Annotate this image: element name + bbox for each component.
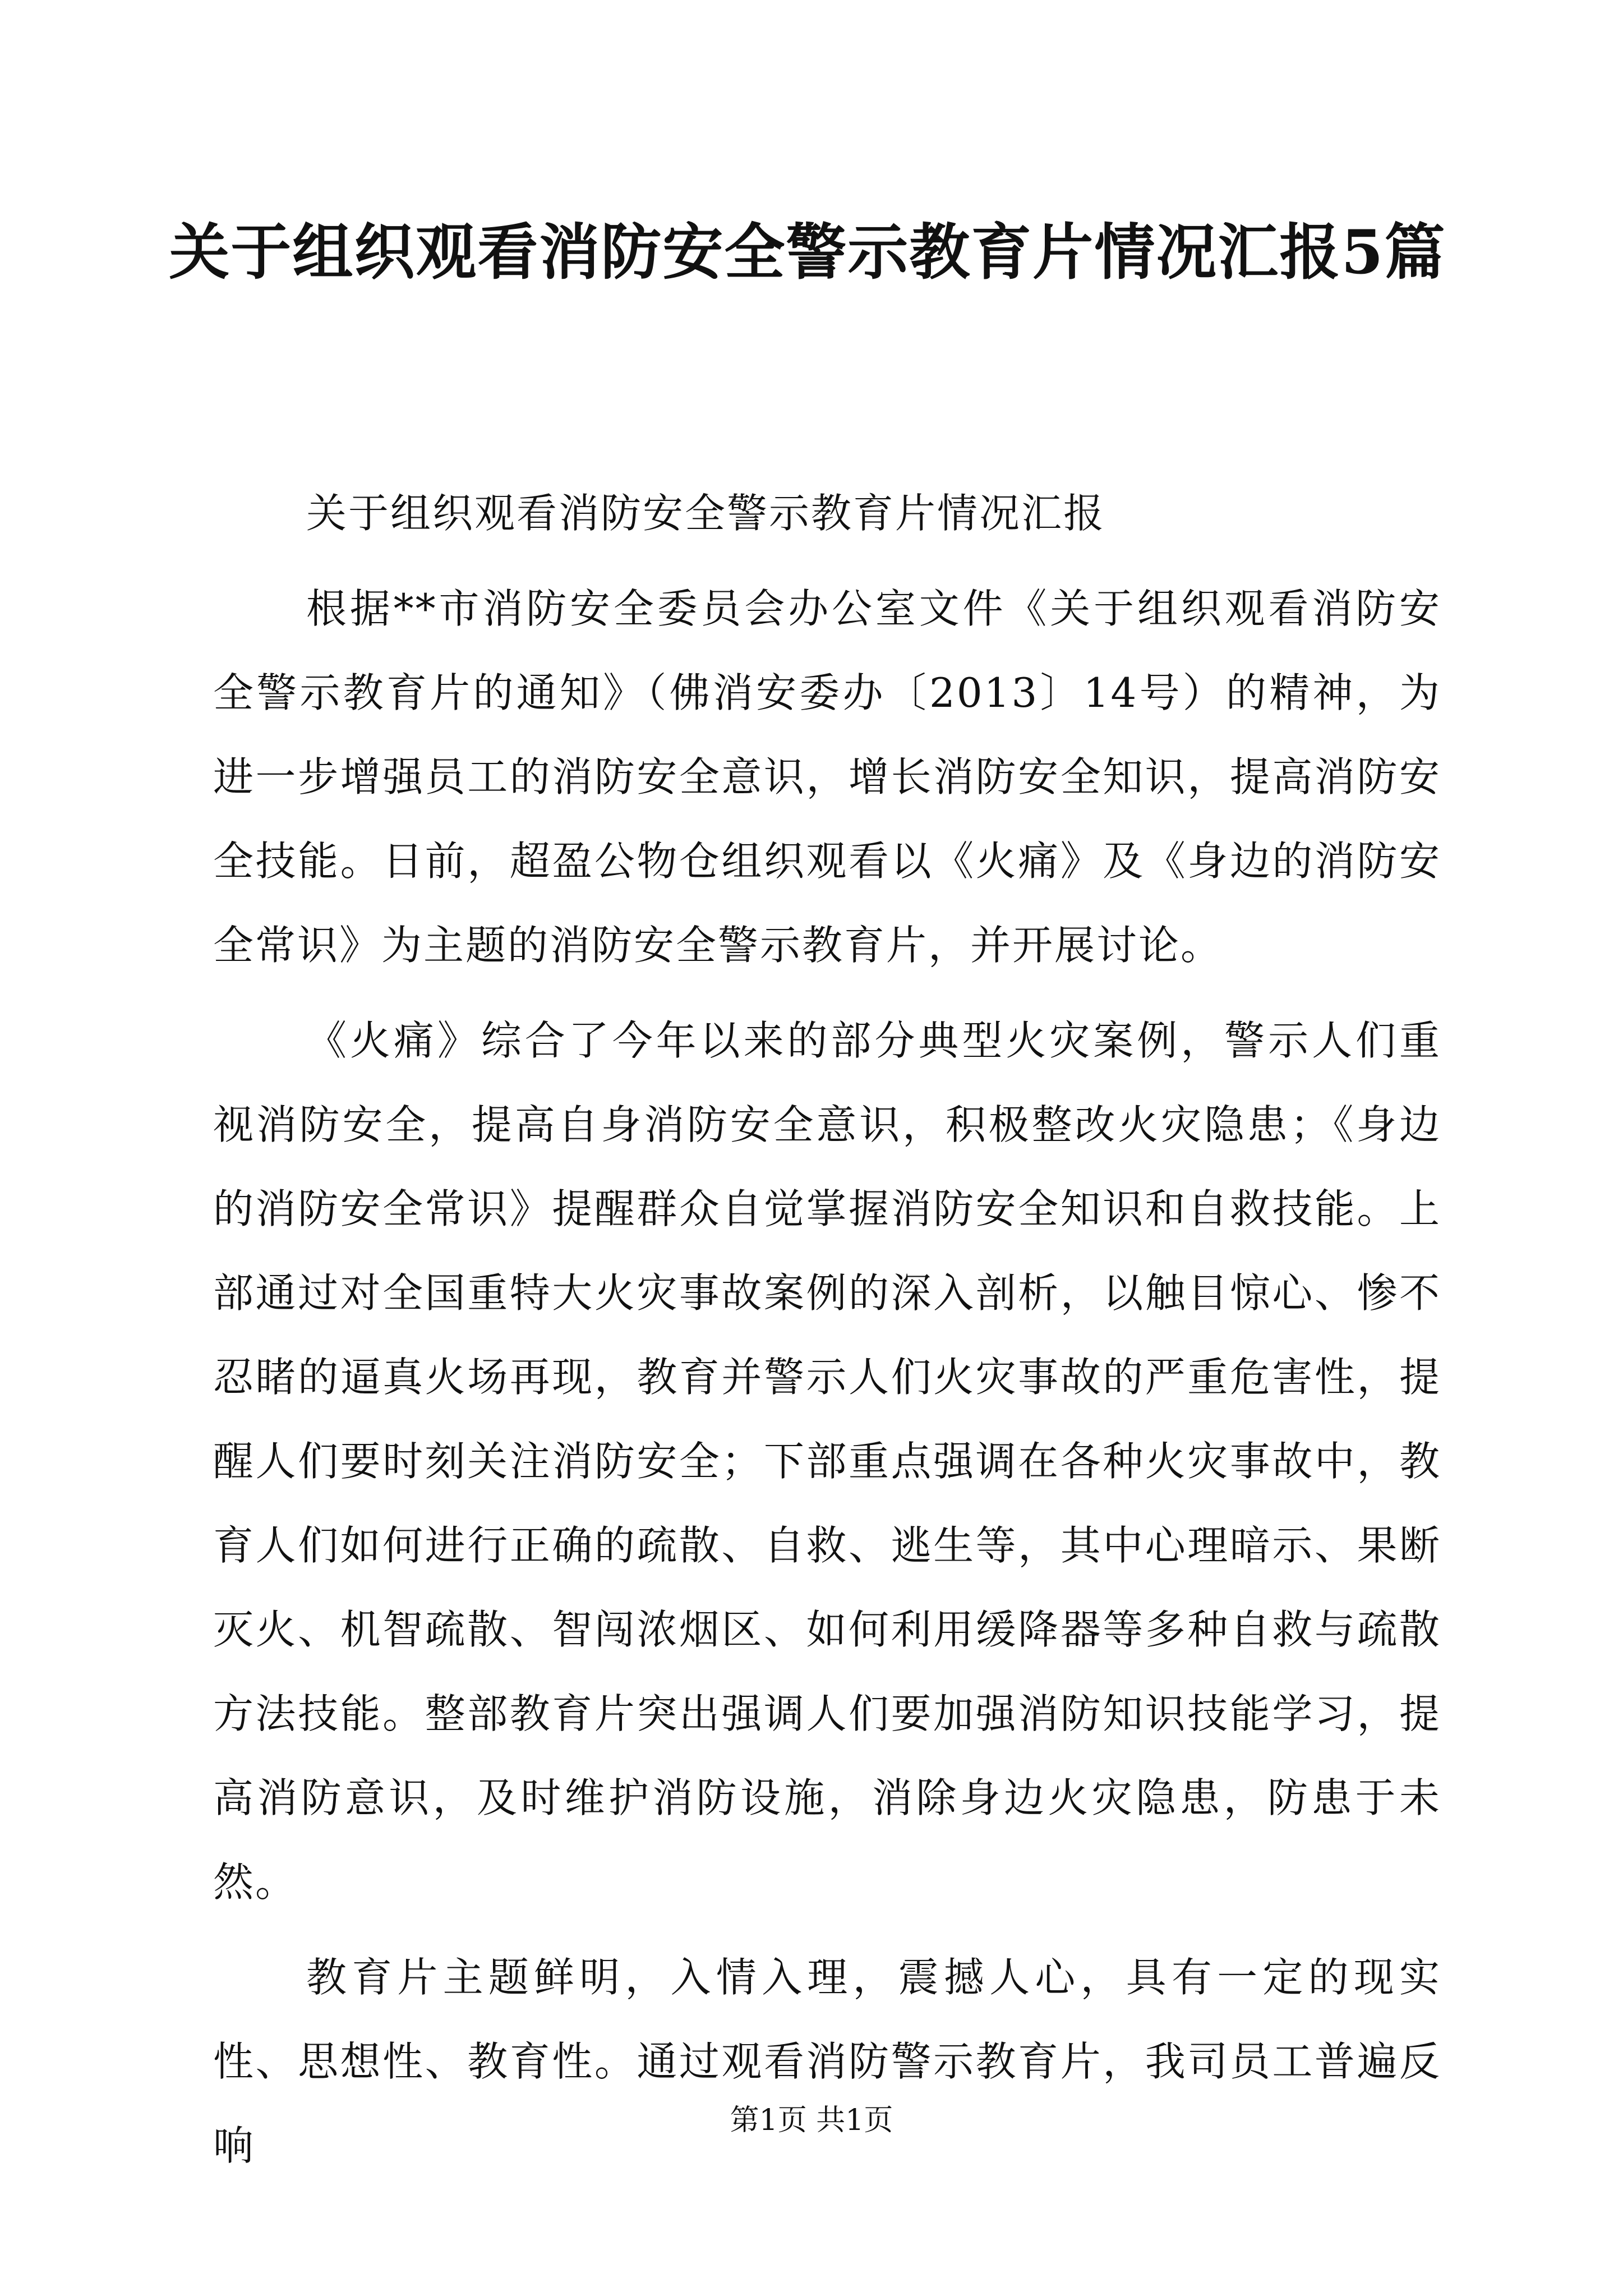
document-body <box>213 471 1441 2199</box>
paragraph-1: 根据**市消防安全委员会办公室文件《关于组织观看消防安全警示教育片的通知》（佛消安委办〔2013〕14号）的精神，为进一步增强员工的消防安全意识，增长消防安全知识，提高消防安全技能。日前，超盈公物仓组织观看以《火痛》及《身边的消防安全常识》为主题的消防安全警示教育片，并开展讨论。 <box>213 585 1441 969</box>
paragraph-3: 教育片主题鲜明，入情入理，震撼人心，具有一定的现实性、思想性、教育性。通过观看消防警示教育片，我司员工普遍反响 <box>213 1954 1441 2169</box>
page-footer: 第1页 共1页 <box>730 2104 893 2137</box>
paragraph-2: 《火痛》综合了今年以来的部分典型火灾案例，警示人们重视消防安全，提高自身消防安全意识，积极整改火灾隐患；《身边的消防安全常识》提醒群众自觉掌握消防安全知识和自救技能。上部通过对全国重特大火灾事故案例的深入剖析，以触目惊心、惨不忍睹的逼真火场再现，教育并警示人们火灾事故的严重危害性，提醒人们要时刻关注消防安全；下部重点强调在各种火灾事故中，教育人们如何进行正确的疏散、自救、逃生等，其中心理暗示、果断灭火、机智疏散、智闯浓烟区、如何利用缓降器等多种自救与疏散方法技能。整部教育片突出强调人们要加强消防知识技能学习，提高消防意识，及时维护消防设施，消除身边火灾隐患，防患于未然。 <box>213 1017 1441 1906</box>
document-title: 关于组织观看消防安全警示教育片情况汇报5篇 <box>169 217 1446 288</box>
paragraph-subtitle: 关于组织观看消防安全警示教育片情况汇报 <box>306 490 1106 537</box>
